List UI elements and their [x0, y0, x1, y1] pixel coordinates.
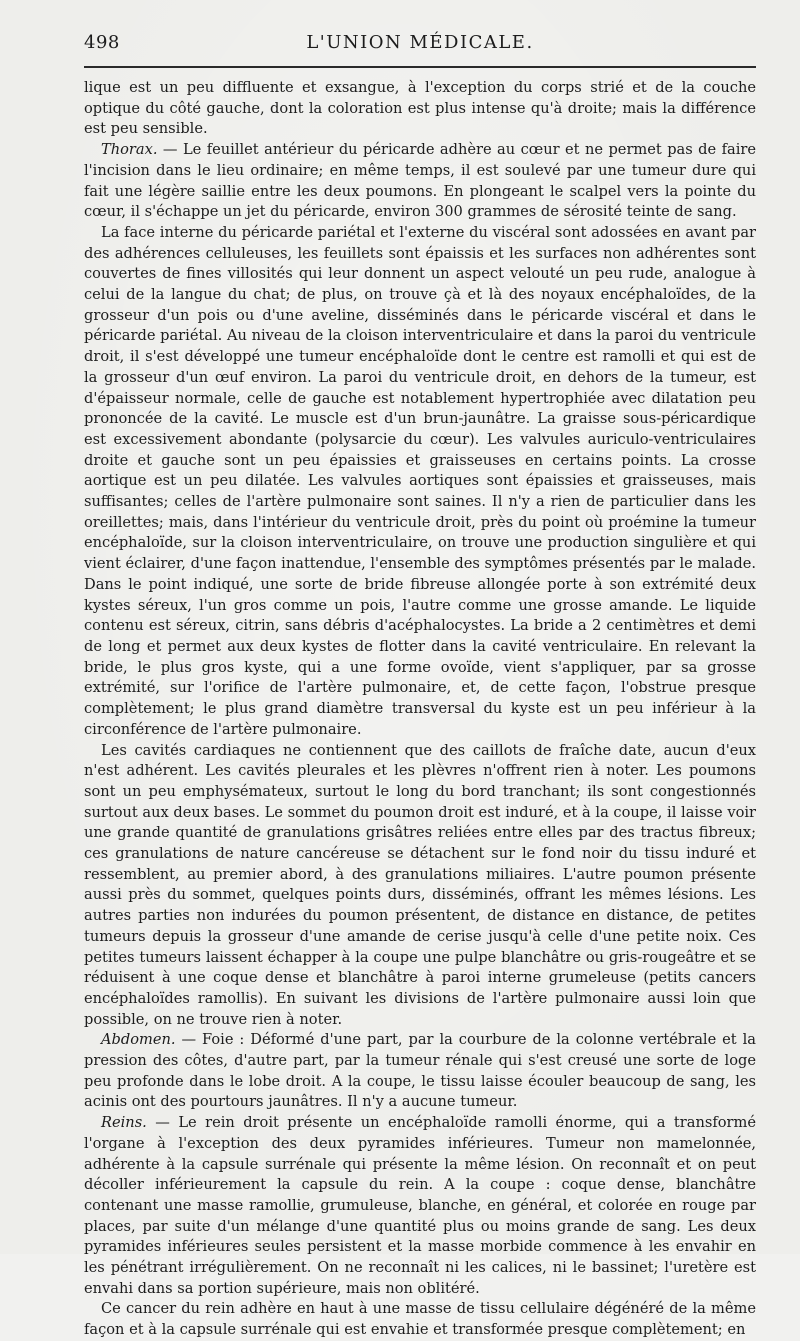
paragraph-text: Les cavités cardiaques ne contiennent que des caillots de fraîche date, aucun d'eux n'est adhérent. Les cavités pleurales et les plèvres n'offrent rien à noter. Les poumons sont un peu emphysémateux, surtout le long du bord tranchant; ils sont congestionnés surtout aux deux bases. Le sommet du poumon droit est induré, et à la coupe, il laisse voir une grande quantité de granulations grisâtres reliées entre elles par des tractus fibreux; ces granulations de nature cancéreuse se détachent sur le fond noir du tissu induré et ressemblent, au premier abord, à des granulations miliaires. L'autre poumon présente aussi près du sommet, quelques points durs, disséminés, offrant les mêmes lésions. Les autres parties non indurées du poumon présentent, de distance en distance, de petites tumeurs depuis la grosseur d'une amande de cerise jusqu'à celle d'une petite noix. Ces petites tumeurs laissent échapper à la coupe une pulpe blanchâtre ou gris-rougeâtre et se réduisent à une coque dense et blanchâtre à paroi interne grumeleuse (petits cancers encéphaloïdes ramollis). En suivant les divisions de l'artère pulmonaire aussi loin que possible, on ne trouve rien à noter. [84, 741, 756, 1028]
section-label-reins: Reins. [101, 1114, 147, 1132]
paragraph-text: La face interne du péricarde pariétal et l'externe du viscéral sont adossées en avant par des adhérences celluleuses, les feuillets sont épaissis et les surfaces non adhérentes sont couvertes de fines villosités qui leur donnent un aspect velouté un peu rude, analogue à celui de la langue du chat; de plus, on trouve çà et là des noyaux encéphaloïdes, de la grosseur d'un pois ou d'une aveline, disséminés dans le péricarde viscéral et dans le péricarde pariétal. Au niveau de la cloison interventriculaire et dans la paroi du ventricule droit, il s'est développé une tumeur encéphaloïde dont le centre est ramolli et qui est de la grosseur d'un œuf environ. La paroi du ventricule droit, en dehors de la tumeur, est d'épaisseur normale, celle de gauche est notablement hypertrophiée avec dilatation peu prononcée de la cavité. Le muscle est d'un brun-jaunâtre. La graisse sous-péricardique est excessivement abondante (polysarcie du cœur). Les valvules auriculo-ventriculaires droite et gauche sont un peu épaissies et graisseuses en certains points. La crosse aortique est un peu dilatée. Les valvules aortiques sont épaissies et graisseuses, mais suffisantes; celles de l'artère pulmonaire sont saines. Il n'y a rien de particulier dans les oreillettes; mais, dans l'intérieur du ventricule droit, près du point où proémine la tumeur encéphaloïde, sur la cloison interventriculaire, on trouve une production singulière et qui vient éclairer, d'une façon inattendue, l'ensemble des symptômes présentés par le malade. Dans le point indiqué, une sorte de bride fibreuse allongée porte à son extrémité deux kystes séreux, l'un gros comme un pois, l'autre comme une grosse amande. Le liquide contenu est séreux, citrin, sans débris d'acéphalocystes. La bride a 2 centimètres et demi de long et permet aux deux kystes de flotter dans la cavité ventriculaire. En relevant la bride, le plus gros kyste, qui a une forme ovoïde, vient s'appliquer, par sa grosse extrémité, sur l'orifice de l'artère pulmonaire, et, de cette façon, l'obstrue presque complètement; le plus grand diamètre transversal du kyste est un peu inférieur à la circonférence de l'artère pulmonaire. [84, 223, 756, 738]
page-number: 498 [84, 32, 120, 53]
paragraph-abdomen [84, 1030, 756, 1113]
article-body [84, 78, 756, 1341]
page-header [84, 28, 756, 64]
paragraph-pericarde [84, 223, 756, 741]
paragraph-text: — Le feuillet antérieur du péricarde adhère au cœur et ne permet pas de faire l'incision dans le lieu ordinaire; en même temps, il est soulevé par une tumeur dure qui fait une légère saillie entre les deux poumons. En plongeant le scalpel vers la pointe du cœur, il s'échappe un jet du péricarde, environ 300 grammes de sérosité teinte de sang. [84, 141, 756, 221]
paragraph-text: — Foie : Déformé d'une part, par la courbure de la colonne vertébrale et la pression des côtes, d'autre part, par la tumeur rénale qui s'est creusé une sorte de loge peu profonde dans le lobe droit. A la coupe, le tissu laisse écouler beaucoup de sang, les acinis ont des pourtours jaunâtres. Il n'y a aucune tumeur. [84, 1031, 756, 1111]
paragraph-text: lique est un peu diffluente et exsangue, à l'exception du corps strié et de la couche optique du côté gauche, dont la coloration est plus intense qu'à droite; mais la différence est peu sensible. [84, 79, 756, 138]
paragraph-cancer-rein [84, 1299, 756, 1340]
paragraph-cavites [84, 741, 756, 1031]
paragraph-text: Ce cancer du rein adhère en haut à une masse de tissu cellulaire dégénéré de la même façon et à la capsule surrénale qui est envahie et transformée presque complètement; en [84, 1300, 756, 1339]
paragraph-reins [84, 1113, 756, 1299]
header-rule [84, 66, 756, 68]
paragraph-text: — Le rein droit présente un encéphaloïde ramolli énorme, qui a transformé l'organe à l'exception des deux pyramides inférieures. Tumeur non mamelonnée, adhérente à la capsule surrénale qui présente la même lésion. On reconnaît et on peut décoller inférieurement la capsule du rein. A la coupe : coque dense, blanchâtre contenant une masse ramollie, grumuleuse, blanche, en général, et colorée en rouge par places, par suite d'un mélange d'une quantité plus ou moins grande de sang. Les deux pyramides inférieures seules persistent et la masse morbide commence à les envahir en les pénétrant irrégulièrement. On ne reconnaît ni les calices, ni le bassinet; l'uretère est envahi dans sa portion supérieure, mais non oblitéré. [84, 1114, 756, 1297]
section-label-abdomen: Abdomen. [101, 1031, 176, 1049]
paragraph-continuation [84, 78, 756, 140]
section-label-thorax: Thorax. [101, 141, 158, 159]
paragraph-thorax [84, 140, 756, 223]
running-title: L'UNION MÉDICALE. [306, 32, 534, 53]
